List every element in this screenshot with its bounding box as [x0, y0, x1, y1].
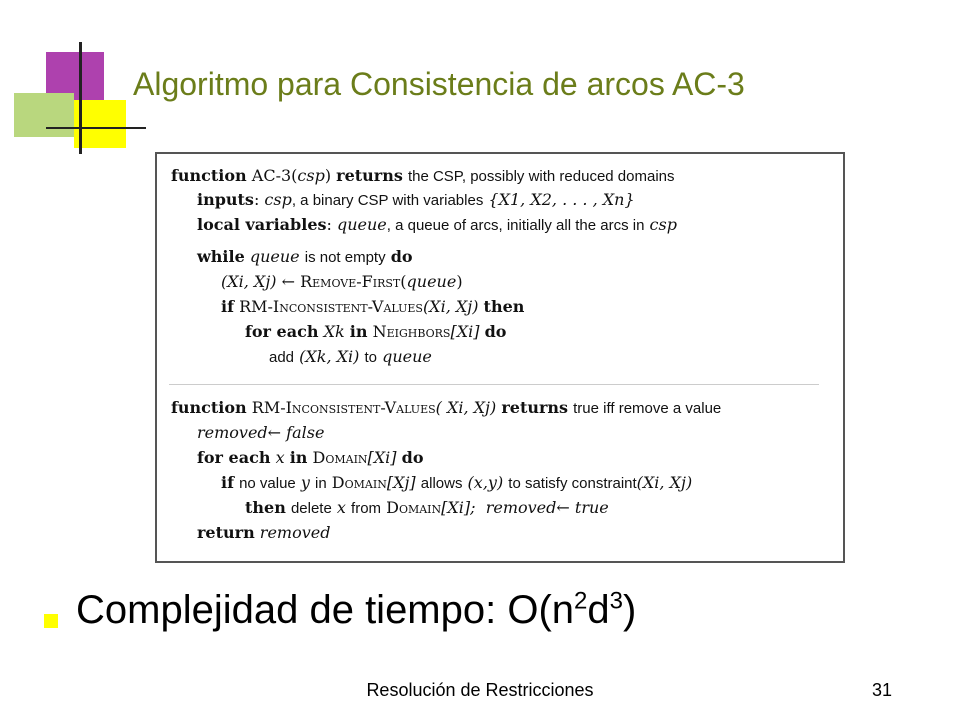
- arguments: (Xi, Xj): [422, 297, 479, 316]
- argument: queue: [406, 272, 457, 291]
- algo-line-7: [245, 322, 506, 342]
- argument: csp: [649, 215, 677, 234]
- separator-line: [169, 384, 819, 385]
- variable: removed: [197, 423, 268, 442]
- keyword: if: [221, 473, 234, 492]
- algo-line-3: [197, 215, 677, 236]
- keyword: return: [197, 523, 255, 542]
- arguments: ( Xi, Xj): [435, 398, 497, 417]
- complexity-var: d: [587, 588, 610, 632]
- arguments: (Xi, Xj): [636, 473, 693, 492]
- keyword: then: [483, 297, 525, 316]
- bullet-icon: [44, 614, 58, 628]
- function-name: Remove-First: [300, 272, 401, 291]
- function-name: RM-Inconsistent-Values: [239, 297, 423, 316]
- keyword: local variables: [197, 215, 327, 234]
- paren: ): [623, 588, 637, 632]
- argument: queue: [382, 347, 432, 366]
- arguments: [Xi]: [367, 448, 397, 467]
- page-number: 31: [872, 680, 893, 700]
- text: delete: [290, 500, 332, 517]
- keyword: returns: [336, 166, 403, 185]
- variable: x: [336, 498, 346, 517]
- keyword: do: [484, 322, 507, 341]
- decor-horizontal-line: [46, 127, 146, 129]
- text: allows: [420, 475, 463, 492]
- text: to satisfy constraint: [508, 475, 637, 492]
- description: true iff remove a value: [573, 400, 722, 417]
- text: no value: [239, 475, 296, 492]
- function-name: Domain: [312, 448, 368, 467]
- arrow: ←: [556, 498, 570, 517]
- keyword: inputs: [197, 190, 254, 209]
- variable: removed: [485, 498, 557, 517]
- function-name: Domain: [331, 473, 387, 492]
- colon: :: [326, 215, 332, 234]
- function-name: AC-3(: [251, 166, 298, 185]
- footer-title: Resolución de Restricciones: [366, 680, 594, 700]
- description: , a binary CSP with variables: [291, 192, 484, 209]
- algorithm-figure: [155, 152, 845, 563]
- description: the CSP, possibly with reduced domains: [407, 168, 675, 185]
- paren: ): [456, 272, 463, 291]
- keyword: function: [171, 166, 247, 185]
- keyword: for each: [245, 322, 319, 341]
- keyword: do: [390, 247, 413, 266]
- arguments: [Xj]: [386, 473, 416, 492]
- value: true: [574, 498, 609, 517]
- pair: (x,y): [467, 473, 504, 492]
- complexity-text: [76, 588, 636, 633]
- keyword: in: [289, 448, 308, 467]
- arguments: (Xk, Xi): [299, 347, 360, 366]
- algo-line-6: [221, 297, 524, 317]
- exponent: 2: [574, 587, 588, 615]
- text: in: [315, 475, 327, 492]
- keyword: for each: [197, 448, 271, 467]
- keyword: returns: [501, 398, 569, 417]
- keyword: function: [171, 398, 247, 417]
- value: false: [286, 423, 325, 442]
- algo-line-8: [269, 347, 432, 368]
- function-name: RM-Inconsistent-Values: [251, 398, 436, 417]
- complexity-label: Complejidad de tiempo: O(n: [76, 588, 575, 632]
- variable: Xk: [323, 322, 345, 341]
- slide-title: Algoritmo para Consistencia de arcos AC-3: [133, 66, 745, 102]
- arguments: [Xi];: [441, 498, 476, 517]
- argument: csp: [297, 166, 325, 185]
- exponent: 3: [609, 587, 623, 615]
- text: from: [351, 500, 382, 517]
- colon: :: [253, 190, 260, 209]
- description: , a queue of arcs, initially all the arcs in: [386, 217, 645, 234]
- decor-vertical-line: [79, 42, 82, 154]
- variable-set: {X1, X2, . . . , Xn}: [488, 190, 635, 209]
- algo-line-4: [197, 247, 413, 268]
- algo-line-12: [221, 473, 692, 494]
- keyword: in: [349, 322, 368, 341]
- description: is not empty: [304, 249, 386, 266]
- assignment: (Xi, Xj) ←: [221, 272, 296, 291]
- variable: x: [275, 448, 285, 467]
- decor-green-square: [14, 93, 74, 137]
- keyword: do: [401, 448, 424, 467]
- keyword: if: [221, 297, 234, 316]
- algo-line-14: [197, 523, 330, 543]
- paren: (: [400, 272, 407, 291]
- arguments: [Xi]: [450, 322, 480, 341]
- algo-line-5: [221, 272, 463, 292]
- arrow: ←: [267, 423, 282, 442]
- algo-line-9: [171, 398, 721, 419]
- keyword: then: [245, 498, 286, 517]
- text: to: [364, 349, 377, 366]
- algo-line-10: [197, 423, 324, 443]
- variable: y: [300, 473, 310, 492]
- algo-line-11: [197, 448, 424, 468]
- algo-line-2: [197, 190, 635, 211]
- argument: queue: [249, 247, 300, 266]
- function-name: Neighbors: [372, 322, 451, 341]
- keyword: while: [197, 247, 245, 266]
- algo-line-13: [245, 498, 609, 519]
- argument: csp: [264, 190, 292, 209]
- paren: ): [324, 166, 332, 185]
- argument: removed: [259, 523, 331, 542]
- algo-line-1: [171, 166, 675, 187]
- function-name: Domain: [386, 498, 442, 517]
- argument: queue: [336, 215, 387, 234]
- text: add: [269, 349, 295, 366]
